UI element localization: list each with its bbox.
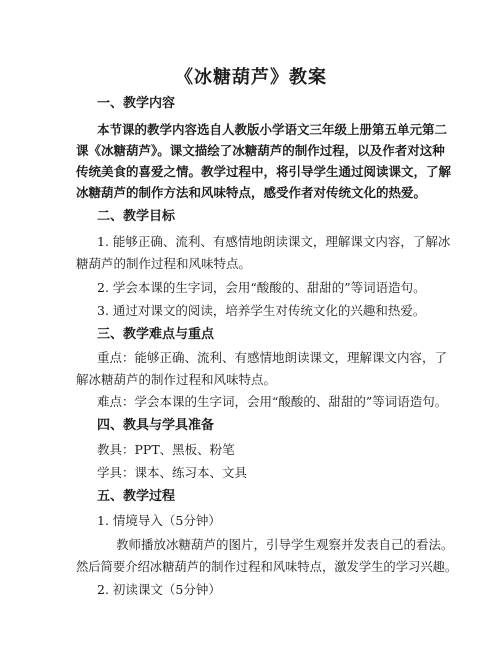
difficulty-line: 难点：学会本课的生字词，会用“酸酸的、甜甜的”等词语造句。 [97, 394, 448, 409]
paragraph-line: 冰糖葫芦的制作方法和风味特点，感受作者对传统文化的热爱。 [76, 185, 427, 200]
objective-item: 2. 学会本课的生字词，会用“酸酸的、甜甜的”等词语造句。 [97, 280, 426, 295]
section-heading-key-points: 三、教学难点与重点 [97, 327, 215, 342]
section-heading-content: 一、教学内容 [97, 96, 176, 111]
objective-item: 1. 能够正确、流利、有感情地朗读课文，理解课文内容，了解冰 [97, 234, 451, 249]
materials-line: 教具：PPT、黑板、粉笔 [97, 442, 235, 457]
paragraph-line: 课《冰糖葫芦》。课文描绘了冰糖葫芦的制作过程，以及作者对这种 [76, 143, 445, 158]
key-point-line: 重点：能够正确、流利、有感情地朗读课文，理解课文内容，了 [97, 350, 448, 365]
process-line: 然后简要介绍冰糖葫芦的制作过程和风味特点，激发学生的学习兴趣。 [76, 560, 458, 574]
process-step: 2. 初读课文（5分钟） [97, 582, 221, 597]
process-line: 教师播放冰糖葫芦的图片，引导学生观察并发表自己的看法。 [116, 537, 454, 552]
paragraph-line: 传统美食的喜爱之情。教学过程中，将引导学生通过阅读课文，了解 [76, 164, 452, 179]
paragraph-line: 本节课的教学内容选自人教版小学语文三年级上册第五单元第二 [97, 122, 448, 137]
process-step: 1. 情境导入（5分钟） [97, 513, 221, 528]
section-heading-objectives: 二、教学目标 [97, 209, 176, 224]
objective-item-continued: 糖葫芦的制作过程和风味特点。 [76, 256, 252, 271]
section-heading-materials: 四、教具与学具准备 [97, 418, 215, 433]
section-heading-process: 五、教学过程 [97, 489, 176, 504]
materials-line: 学具：课本、练习本、文具 [97, 465, 248, 480]
document-title: 《冰糖葫芦》教案 [175, 67, 327, 88]
key-point-line-continued: 解冰糖葫芦的制作过程和风味特点。 [76, 372, 277, 387]
objective-item: 3. 通过对课文的阅读，培养学生对传统文化的兴趣和热爱。 [97, 303, 426, 318]
